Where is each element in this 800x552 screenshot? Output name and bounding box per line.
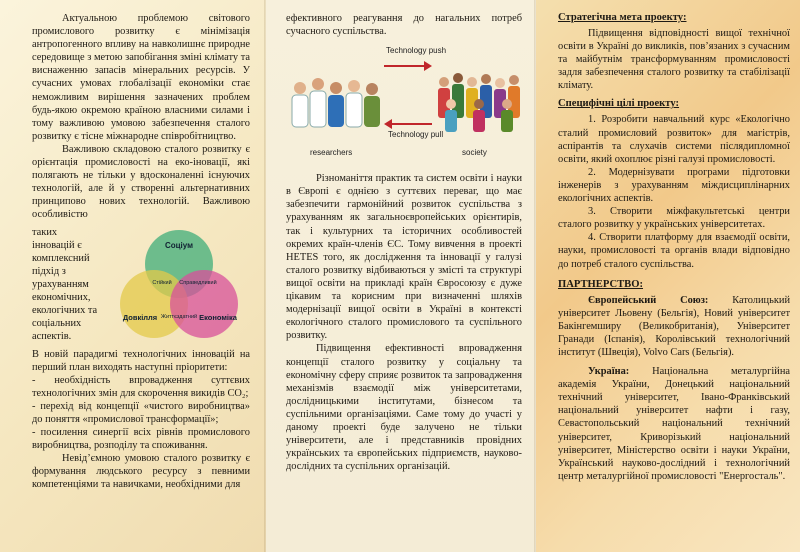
middle-panel [266, 0, 536, 552]
efficiency-paragraph: Підвищення ефективності впровадження концепції сталого розвитку у соціальну та економічну сферу сприяє розвиток та запровадження механізмів взаємодії між університетами, дослідницькими інститутами, бізнесом та суспільними організаціями. Саме тому до участі у даному проекті буде залучено не тільки університети, але і представників провідних українських та європейських підприємств, науково-дослідних та суспільних організацій. [286, 343, 522, 473]
venn-block [32, 226, 250, 344]
technology-pull-label: Technology pull [388, 130, 444, 140]
society-label: society [462, 148, 487, 158]
strategic-goal-text: Підвищення відповідності вищої технічної освіти в Україні до викликів, пов’язаних з сучасним та майбутнім трансформуванням промисловості задля забезпечення сталого розвитку та стабілізації клімату. [558, 28, 790, 92]
ukraine-partners-list: Національна металургійна академія України, Донецький національний технічний університет, Івано-Франківський національний університет нафти і газу, Севастопольський національний технічний університет, Криворізький національний університет, Міністерство освіти і науки України, Український науково-дослідний і технологічний центр металургійної промисловості "Енергосталь". [558, 366, 790, 482]
venn-inner-bottom-label: Життєздатний [160, 313, 198, 320]
specific-goals-heading: Специфічні цілі проекту: [558, 98, 680, 110]
priority-item: - посилення синергії всіх рівнів промислового виробництва, розподілу та споживання. [32, 427, 250, 452]
eu-partners [558, 294, 790, 359]
goal-item: 4. Створити платформу для взаємодії освіти, науки, промисловості та органів влади відповідно до потреб сталого суспільства. [558, 232, 790, 270]
eco-innovation-paragraph: Важливою складовою сталого розвитку є орієнтація промисловості на еко-іновації, які полягають не тільки у вдосконаленні існуючих технологій, але й у створенні альтернативних принципово нових технологій. Важливою особливістю [32, 143, 250, 221]
eco-innovation-side-text: таких інновацій є комплексний підхід з урахуванням економічних, екологічних та соціальних аспектів. [32, 226, 98, 343]
human-resource-paragraph: Невід’ємною умовою сталого розвитку є формування людського ресурсу з певними компетенціями та навичками, необхідними для [32, 453, 250, 491]
society-group-icon [438, 73, 520, 132]
goal-item: 2. Модернізувати програми підготовки інженерів з урахуванням міждисциплінарних екологічних аспектів. [558, 166, 790, 205]
technology-push-label: Technology push [386, 46, 447, 56]
continuation-paragraph: ефективного реагування до нагальних потреб сучасного суспільства. [286, 13, 522, 38]
sustainability-venn-diagram [104, 226, 254, 344]
intro-paragraph: Актуальною проблемою світового промислового розвитку є мінімізація антропогенного впливу на навколишнє природне середовище з метою запобігання зміні клімату та виснаженню запасів мінеральних ресурсів. У сучасних умовах глобалізації економіки стає неможливим вирішення зазначених проблем будь-якою окремою країною власними силами і тому важливою умовою забезпечення сталого розвитку є тісне міжнародне співробітництво. [32, 13, 250, 142]
venn-left-label: Довкілля [122, 312, 158, 322]
push-pull-diagram [286, 44, 522, 162]
left-panel [0, 0, 266, 552]
researchers-group-icon [292, 78, 380, 127]
right-panel [536, 0, 800, 552]
venn-top-label: Соціум [164, 240, 194, 250]
goal-item: 3. Створити міжфакультетські центри сталого розвитку у українських університетах. [558, 206, 790, 231]
eu-partners-list: Католицький університет Льовену (Бельгія), Новий університет Бакінгемширу (Великобританія), Університет Гранади (Іспанія), Королівський технологічний інститут (Швеція), Volvo Cars (Бельгія). [558, 294, 790, 358]
education-diversity-paragraph: Різноманіття практик та систем освіти і науки в Європі є однією з суттєвих переваг, що має забезпечити гармонійний розвиток суспільства з урахуванням як загальноєвропейських орієнтирів, так і культурних та історичних особливостей окремих країн-членів ЄС. Тому вивчення в проекті HETES того, як дослідження та інновації у галузі сталого розвитку відбиваються у змісті та структурі вищої освіти на прикладі країн Євросоюзу є дуже цікавим та корисним при визначенні шляхів модернізації вищої освіти в Україні в контексті екологічного сталого промислового та суспільного розвитку. [286, 173, 522, 342]
venn-inner-top-right-label: Справедливий [179, 279, 217, 286]
pull-arrow-icon [384, 119, 432, 129]
technology-push-pull-illustration [286, 44, 522, 162]
priorities-intro: В новій парадигмі технологічних інновацій на перший план виходять наступні пріоритети: [32, 348, 250, 373]
partnership-heading: ПАРТНЕРСТВО: [558, 278, 644, 290]
eu-partners-label: Європейський Союз: [588, 294, 709, 306]
priority-item: - перехід від концепції «чистого виробництва» до поняття «промислової трансформації»; [32, 400, 250, 425]
priority-item: - необхідність впровадження суттєвих технологічних змін для скорочення викидів CO₂; [32, 374, 250, 399]
push-arrow-icon [384, 61, 432, 71]
researchers-label: researchers [310, 148, 353, 158]
goal-item: 1. Розробити навчальний курс «Екологічно сталий промисловий розвиток» для магістрів, аспірантів та слухачів системи післядипломної освіти, який охоплює різні галузі промисловості. [558, 114, 790, 165]
venn-inner-top-left-label: Стійкий [152, 279, 172, 286]
strategic-goal-heading: Стратегічна мета проекту: [558, 12, 687, 23]
ukraine-partners-label: Україна: [588, 366, 630, 378]
venn-right-label: Економіка [199, 312, 237, 322]
ukraine-partners [558, 365, 790, 483]
